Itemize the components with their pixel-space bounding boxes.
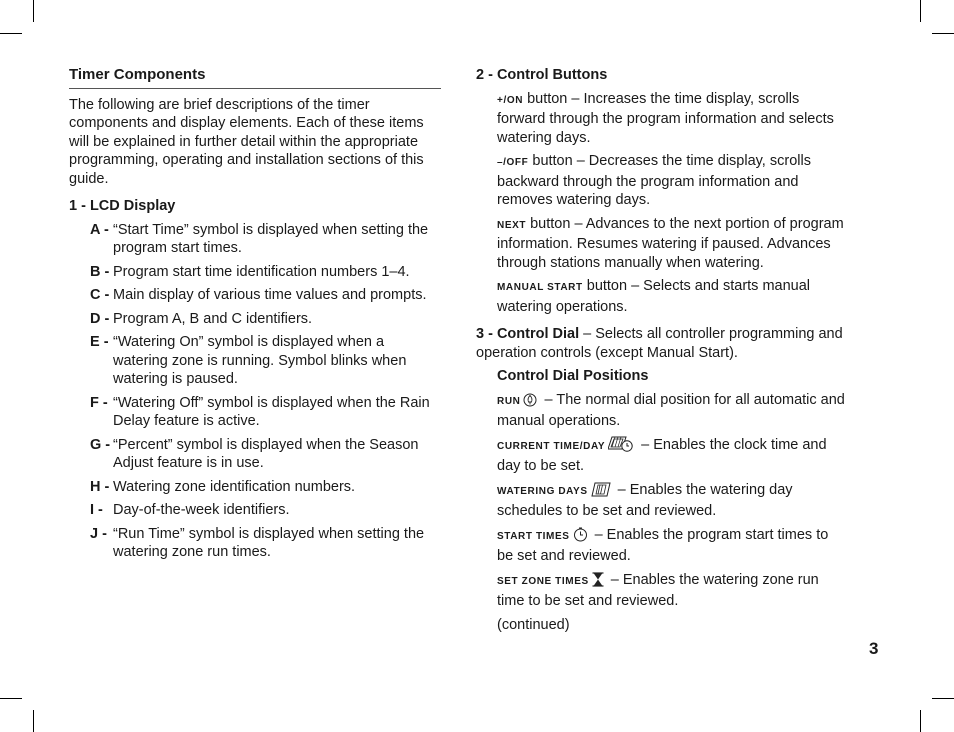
lcd-item (69, 478, 441, 497)
position-text: – Enables the watering zone run time to be set and reviewed. (497, 571, 819, 609)
item-text: Day-of-the-week identifiers. (113, 502, 290, 518)
item-label: B - (90, 263, 110, 280)
crop-mark (920, 710, 921, 732)
crop-mark (932, 698, 954, 699)
lcd-item (69, 394, 441, 431)
item-text: “Start Time” symbol is displayed when setting the program start times. (113, 221, 429, 256)
item-label: J - (90, 525, 107, 542)
section-title: Timer Components (69, 66, 441, 89)
item-text: “Percent” symbol is displayed when the Season Adjust feature is in use. (113, 436, 419, 471)
item-label: C - (90, 287, 110, 303)
control-buttons-heading: 2 - Control Buttons (476, 67, 608, 83)
item-label: F - (90, 394, 108, 411)
crop-mark (920, 0, 921, 22)
item-text: Program A, B and C identifiers. (113, 310, 313, 327)
lcd-item (69, 263, 441, 282)
control-dial-description: – Selects all controller programming and operation controls (except Manual Start). (476, 326, 843, 361)
button-text: button – Increases the time display, scrolls forward through the program information and selects watering days. (497, 90, 834, 146)
dial-position (476, 391, 848, 431)
position-name: CURRENT TIME/DAY (497, 440, 606, 452)
lcd-item (69, 221, 441, 258)
position-text: – Enables the program start times to be set and reviewed. (497, 526, 829, 564)
left-column (69, 66, 441, 567)
control-dial-heading: 3 - Control Dial (476, 326, 580, 342)
lcd-item (69, 310, 441, 329)
item-text: Watering zone identification numbers. (113, 478, 356, 495)
crop-mark (33, 710, 34, 732)
item-label: D - (90, 310, 110, 327)
crop-mark (33, 0, 34, 22)
calendar-icon (591, 482, 611, 503)
dial-position (476, 481, 848, 521)
clock-icon (573, 527, 588, 548)
crop-mark (0, 33, 22, 34)
lcd-display-heading: 1 - LCD Display (69, 198, 176, 214)
lcd-item (69, 525, 441, 562)
button-text: button – Selects and starts manual watering operations. (497, 278, 811, 315)
control-dial-paragraph (476, 325, 848, 362)
run-dial-icon (523, 393, 537, 413)
position-name: RUN (497, 395, 521, 407)
button-text: button – Advances to the next portion of program information. Resumes watering if paused. Advances through stations manually when watering. (497, 215, 844, 271)
button-name: NEXT (497, 219, 527, 231)
dial-position (476, 526, 848, 566)
item-label: G - (90, 436, 111, 453)
calendar-clock-icon (608, 436, 634, 458)
item-text: “Watering Off” symbol is displayed when the Rain Delay feature is active. (113, 394, 430, 429)
lcd-item (69, 286, 441, 305)
lcd-item (69, 501, 441, 520)
lcd-items-list (69, 221, 441, 562)
item-label: E - (90, 334, 109, 350)
position-text: – The normal dial position for all automatic and manual operations. (497, 391, 845, 429)
intro-paragraph: The following are brief descriptions of the timer components and display elements. Each of these items will be explained in further detail within the appropriate programming, operating and installation sections of this guide. (69, 96, 424, 187)
item-text: “Run Time” symbol is displayed when setting the watering zone run times. (113, 525, 425, 560)
item-text: Main display of various time values and prompts. (113, 287, 427, 303)
hourglass-icon (592, 572, 604, 593)
lcd-item (69, 436, 441, 473)
item-label: I - (90, 502, 103, 518)
item-text: Program start time identification numbers 1–4. (113, 263, 410, 280)
position-name: SET ZONE TIMES (497, 575, 589, 587)
right-column (476, 66, 848, 634)
position-text: – Enables the clock time and day to be set. (497, 436, 827, 474)
button-description (476, 90, 848, 148)
item-label: H - (90, 478, 110, 495)
button-name: MANUAL START (497, 282, 583, 293)
button-description (476, 277, 848, 316)
crop-mark (932, 33, 954, 34)
page-number: 3 (869, 639, 879, 658)
button-description (476, 152, 848, 210)
item-text: “Watering On” symbol is displayed when a watering zone is running. Symbol blinks when watering is paused. (113, 334, 407, 387)
button-name: +/ON (497, 94, 524, 106)
dial-position (476, 436, 848, 476)
position-text: – Enables the watering day schedules to be set and reviewed. (497, 481, 793, 519)
position-name: WATERING DAYS (497, 485, 588, 497)
lcd-item (69, 333, 441, 389)
position-name: START TIMES (497, 530, 570, 542)
item-label: A - (90, 221, 109, 238)
button-name: –/OFF (497, 157, 529, 168)
button-text: button – Decreases the time display, scrolls backward through the program information and removes watering days. (497, 153, 811, 208)
dial-position (476, 571, 848, 611)
crop-mark (0, 698, 22, 699)
continued-note: (continued) (497, 616, 570, 633)
button-description (476, 215, 848, 273)
dial-positions-heading: Control Dial Positions (497, 368, 649, 384)
